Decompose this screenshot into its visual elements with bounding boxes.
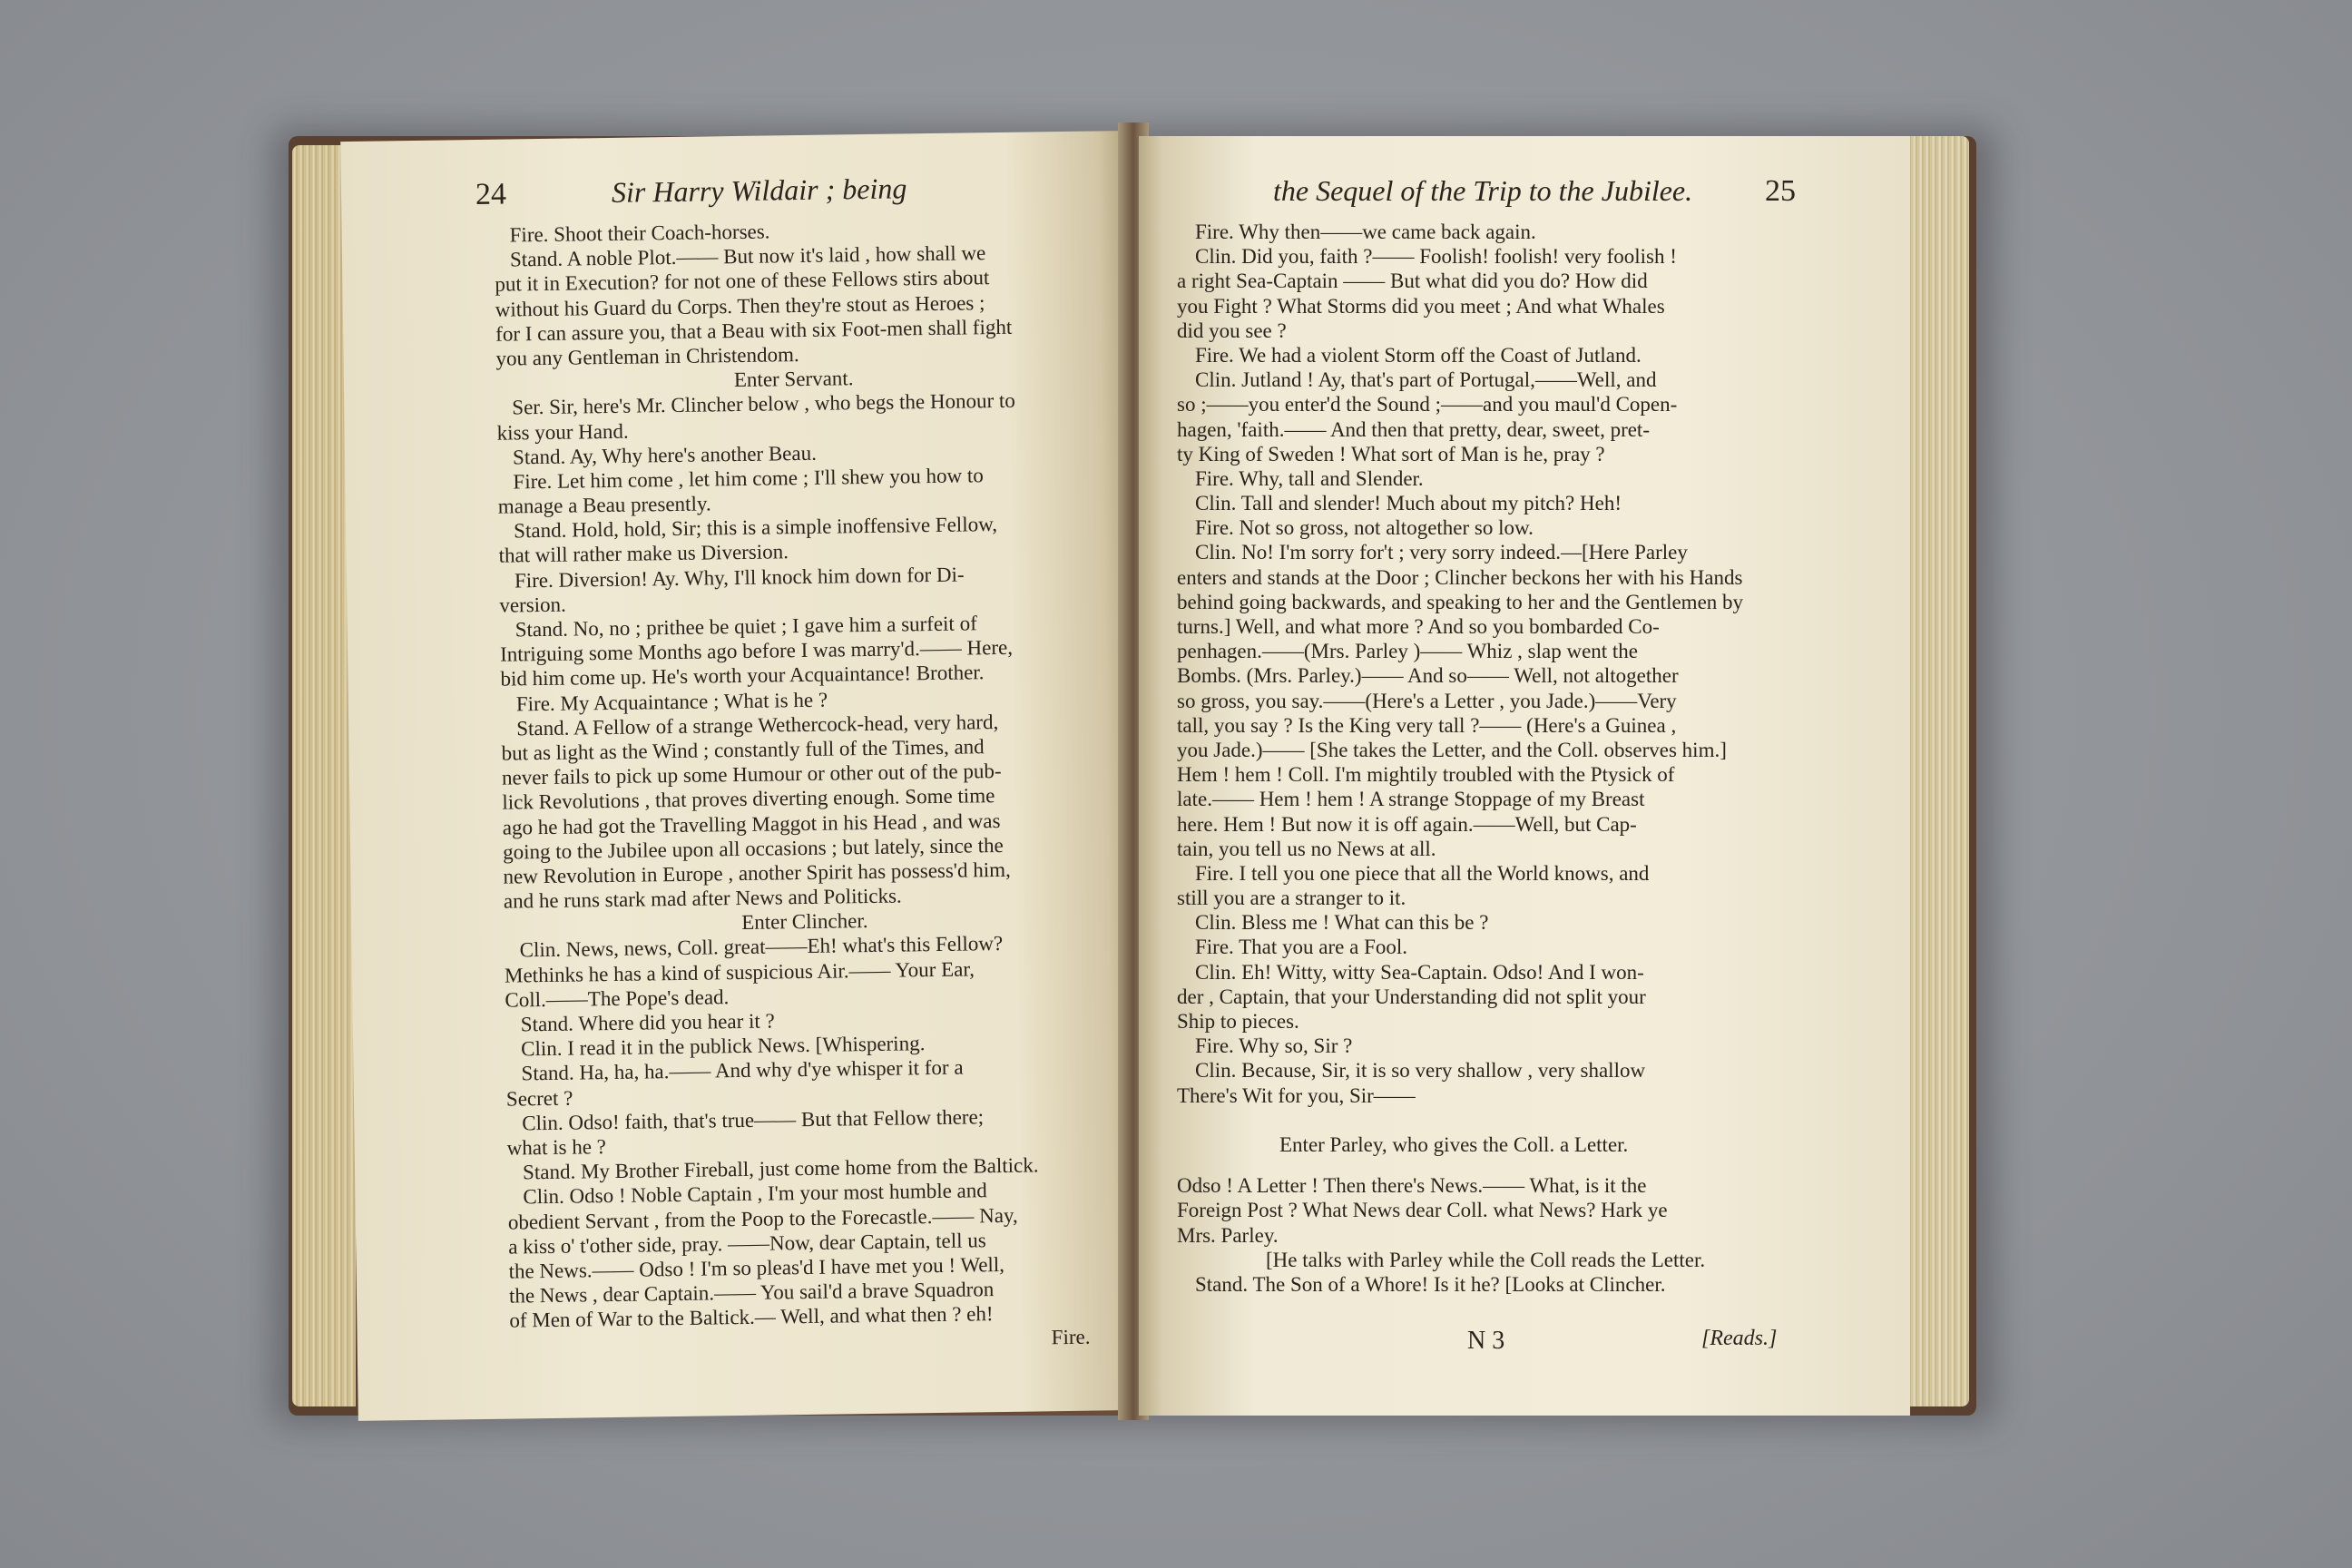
text-line: Coll.——The Pope's dead. — [505, 985, 730, 1012]
text-line: Clin. Jutland ! Ay, that's part of Portugal,——Well, and — [1195, 368, 1657, 392]
text-line: There's Wit for you, Sir—— — [1177, 1083, 1416, 1107]
text-line: Clin. I read it in the publick News. [Whispering. — [521, 1032, 926, 1061]
text-line: Intriguing some Months ago before I was marry'd.—— Here, — [499, 635, 1014, 666]
text-line: Stand. Ay, Why here's another Beau. — [512, 441, 818, 469]
text-line: Bombs. (Mrs. Parley.)—— And so—— Well, not altogether — [1177, 664, 1679, 688]
text-line: Ship to pieces. — [1177, 1010, 1299, 1033]
text-line: Mrs. Parley. — [1177, 1223, 1279, 1247]
text-line: manage a Beau presently. — [497, 492, 711, 518]
text-line: you any Gentleman in Christendom. — [495, 342, 799, 370]
text-line: Fire. Shoot their Coach-horses. — [509, 220, 770, 247]
catchword: [Reads.] — [1701, 1327, 1778, 1350]
text-line: Enter Servant. — [733, 367, 854, 392]
text-line: of Men of War to the Baltick.— Well, and what then ? eh! — [509, 1302, 994, 1332]
text-line: tain, you tell us no News at all. — [1177, 837, 1436, 860]
text-line — [1139, 1157, 1910, 1173]
text-line: Odso ! A Letter ! Then there's News.—— What, is it the — [1177, 1174, 1647, 1198]
text-line: the News , dear Captain.—— You sail'd a brave Squadron — [508, 1278, 995, 1308]
text-line: Fire. I tell you one piece that all the World knows, and — [1195, 861, 1650, 885]
text-line: Stand. A noble Plot.—— But now it's laid , how shall we — [509, 241, 986, 271]
text-line: turns.] Well, and what more ? And so you bombarded Co- — [1177, 615, 1660, 638]
text-line: [He talks with Parley while the Coll reads the Letter. — [1266, 1248, 1706, 1271]
text-line: late.—— Hem ! hem ! A strange Stoppage of my Breast — [1177, 788, 1645, 811]
text-line: kiss your Hand. — [496, 419, 629, 445]
text-line: Foreign Post ? What News dear Coll. what News? Hark ye — [1177, 1199, 1668, 1222]
text-line: Stand. No, no ; prithee be quiet ; I gave him a surfeit of — [514, 612, 977, 642]
text-line: Clin. Bless me ! What can this be ? — [1195, 911, 1489, 935]
text-line: Fire. Let him come , let him come ; I'll shew you how to — [513, 464, 984, 494]
right-page-header — [1139, 174, 1910, 220]
text-line: Stand. A Fellow of a strange Wethercock-head, very hard, — [516, 710, 999, 740]
text-line: never fails to pick up some Humour or other out of the pub- — [501, 760, 1002, 789]
text-line: Stand. Ha, ha, ha.—— And why d'ye whisper it for a — [521, 1055, 964, 1085]
text-line: Fire. Why, tall and Slender. — [1195, 466, 1424, 490]
right-page-footer — [1139, 1327, 1910, 1363]
page-number-right: 25 — [1765, 174, 1796, 208]
text-line: Clin. No! I'm sorry for't ; very sorry indeed.—[Here Parley — [1195, 541, 1688, 564]
right-page-text — [1139, 220, 1910, 1297]
text-line: Stand. My Brother Fireball, just come home from the Baltick. — [522, 1153, 1039, 1184]
text-line: Enter Parley, who gives the Coll. a Letter. — [1279, 1132, 1629, 1156]
text-line: the News.—— Odso ! I'm so pleas'd I have met you ! Well, — [508, 1252, 1005, 1283]
text-line: Clin. Because, Sir, it is so very shallow , very shallow — [1195, 1059, 1646, 1083]
text-line: bid him come up. He's worth your Acquaintance! Brother. — [500, 661, 985, 691]
text-line — [1139, 1108, 1910, 1132]
text-line: behind going backwards, and speaking to her and the Gentlemen by — [1177, 590, 1744, 613]
text-line: Fire. Not so gross, not altogether so low. — [1195, 516, 1534, 540]
text-line: Enter Clincher. — [741, 909, 868, 935]
text-line: lick Revolutions , that proves diverting enough. Some time — [502, 784, 995, 814]
text-line: without his Guard du Corps. Then they're stout as Heroes ; — [495, 290, 985, 321]
running-title-left: Sir Harry Wildair ; being — [611, 172, 907, 209]
text-line: Secret ? — [505, 1086, 573, 1111]
left-page — [340, 131, 1139, 1421]
text-line: Ser. Sir, here's Mr. Clincher below , who begs the Honour to — [512, 389, 1015, 419]
text-line: so ;——you enter'd the Sound ;——and you maul'd Copen- — [1177, 393, 1678, 416]
text-line: ago he had got the Travelling Maggot in his Head , and was — [502, 808, 1001, 839]
text-line: Methinks he has a kind of suspicious Air.—— Your Ear, — [504, 957, 975, 987]
text-line: Fire. My Acquaintance ; What is he ? — [515, 688, 828, 715]
text-line: still you are a stranger to it. — [1177, 887, 1406, 910]
text-line: Clin. Eh! Witty, witty Sea-Captain. Odso! And I won- — [1195, 960, 1644, 984]
text-line: Fire. That you are a Fool. — [1195, 936, 1407, 959]
text-line: going to the Jubilee upon all occasions ; but lately, since the — [502, 833, 1004, 864]
text-line: Stand. The Son of a Whore! Is it he? [Looks at Clincher. — [1195, 1272, 1666, 1296]
text-line: you Jade.)—— [She takes the Letter, and the Coll. observes him.] — [1177, 738, 1727, 761]
left-page-text — [341, 214, 1137, 1360]
text-line: Fire. Why then——we came back again. — [1195, 220, 1536, 243]
text-line: for I can assure you, that a Beau with six Foot-men shall fight — [495, 315, 1013, 346]
text-line: did you see ? — [1177, 318, 1287, 342]
text-line: but as light as the Wind ; constantly full of the Times, and — [501, 735, 985, 765]
text-line: that will rather make us Diversion. — [498, 540, 789, 568]
text-line: what is he ? — [506, 1135, 607, 1160]
right-page — [1139, 136, 1910, 1416]
text-line: penhagen.——(Mrs. Parley )—— Whiz , slap went the — [1177, 640, 1639, 663]
text-line: Clin. News, news, Coll. great——Eh! what's this Fellow? — [519, 932, 1004, 962]
text-line: Stand. Where did you hear it ? — [520, 1009, 775, 1036]
text-line: ty King of Sweden ! What sort of Man is he, pray ? — [1177, 442, 1605, 466]
text-line: a right Sea-Captain —— But what did you do? How did — [1177, 270, 1648, 293]
text-line: hagen, 'faith.—— And then that pretty, dear, sweet, pret- — [1177, 417, 1650, 441]
text-line: tall, you say ? Is the King very tall ?—— (Here's a Guinea , — [1177, 713, 1677, 737]
text-line: der , Captain, that your Understanding did not split your — [1177, 985, 1646, 1008]
text-line: Fire. We had a violent Storm off the Coast of Jutland. — [1195, 343, 1642, 367]
text-line: version. — [499, 593, 566, 617]
running-title-right: the Sequel of the Trip to the Jubilee. — [1273, 174, 1693, 207]
text-line: Hem ! hem ! Coll. I'm mightily troubled with the Ptysick of — [1177, 763, 1675, 787]
text-line: Fire. Diversion! Ay. Why, I'll knock him down for Di- — [514, 563, 965, 593]
text-line: here. Hem ! But now it is off again.——Well, but Cap- — [1177, 812, 1637, 836]
signature-mark: N 3 — [1467, 1327, 1505, 1355]
text-line: Fire. — [1051, 1326, 1091, 1349]
text-line: enters and stands at the Door ; Clincher beckons her with his Hands — [1177, 565, 1743, 589]
text-line: obedient Servant , from the Poop to the Forecastle.—— Nay, — [507, 1203, 1018, 1234]
text-line: put it in Execution? for not one of these Fellows stirs about — [495, 266, 990, 297]
text-line: and he runs stark mad after News and Politicks. — [503, 884, 902, 913]
text-line: Clin. Odso! faith, that's true—— But that Fellow there; — [522, 1105, 985, 1135]
text-line: you Fight ? What Storms did you meet ; And what Whales — [1177, 294, 1665, 318]
text-line: Clin. Odso ! Noble Captain , I'm your most humble and — [523, 1179, 987, 1209]
text-line: so gross, you say.——(Here's a Letter , you Jade.)——Very — [1177, 689, 1677, 712]
text-line: Stand. Hold, hold, Sir; this is a simple inoffensive Fellow, — [514, 513, 998, 543]
text-line: new Revolution in Europe , another Spirit has possess'd him, — [503, 858, 1011, 888]
text-line: Clin. Tall and slender! Much about my pitch? Heh! — [1195, 492, 1622, 515]
text-line: Fire. Why so, Sir ? — [1195, 1034, 1353, 1058]
text-line: a kiss o' t'other side, pray. ——Now, dear Captain, tell us — [508, 1228, 986, 1259]
page-number-left: 24 — [475, 177, 507, 211]
page-block-right — [1906, 136, 1969, 1406]
text-line: Clin. Did you, faith ?—— Foolish! foolish! very foolish ! — [1195, 245, 1677, 269]
